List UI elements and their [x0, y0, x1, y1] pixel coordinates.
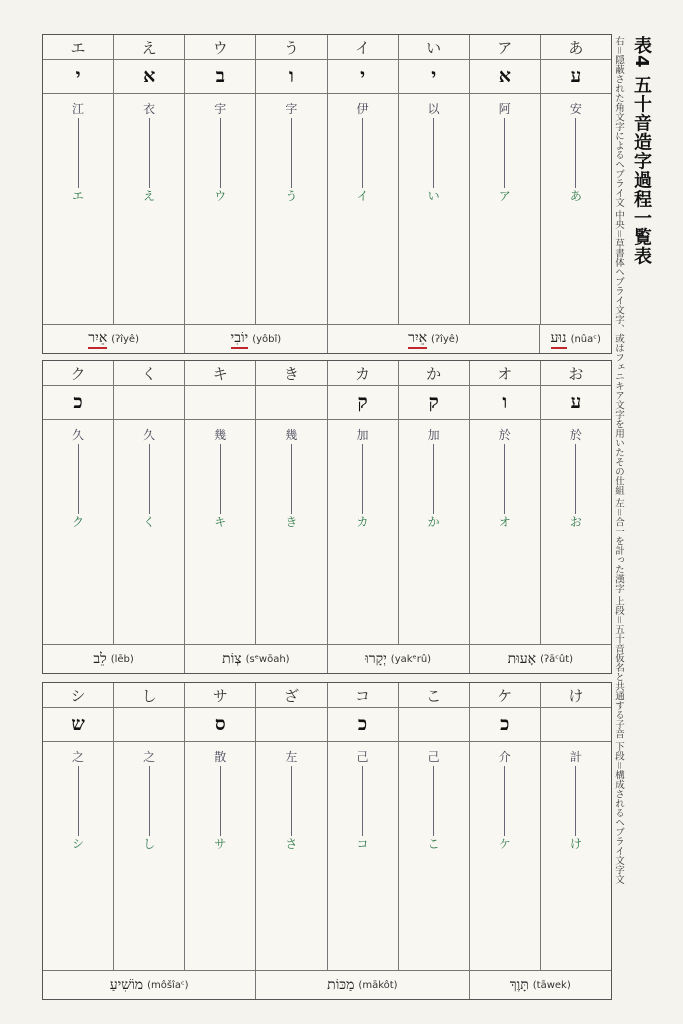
derivation-arrow: [220, 118, 221, 188]
derivation-arrow: [504, 444, 505, 514]
kanji-source: 幾: [285, 428, 298, 442]
kanji-source: 阿: [498, 102, 511, 116]
derivation-cell: [255, 93, 326, 325]
derivation-arrow: [362, 444, 363, 514]
hebrew-cell: א: [469, 59, 540, 93]
hebrew-word: צְוֹת (sᵉwōah): [184, 645, 326, 673]
derivation-arrow: [78, 444, 79, 514]
table-panel-2: [42, 360, 612, 674]
table-panel-1: [42, 34, 612, 354]
kanji-source: 之: [143, 750, 156, 764]
derivation-arrow: [220, 766, 221, 836]
derivation-cell: [43, 741, 113, 971]
kana-result: き: [285, 514, 298, 529]
hebrew-word-row: [43, 644, 611, 673]
kanji-source: 左: [285, 750, 298, 764]
kanji-source: 己: [427, 750, 440, 764]
hebrew-cell: כ: [327, 707, 398, 741]
derivation-cell: [43, 419, 113, 645]
kana-result: コ: [356, 836, 369, 851]
kanji-source: 之: [72, 750, 85, 764]
derivation-cell: [327, 419, 398, 645]
derivation-cell: [398, 419, 469, 645]
kana-result: く: [143, 514, 156, 529]
kana-result: ク: [72, 514, 85, 529]
hebrew-consonant-row: [43, 707, 611, 742]
kana-result: シ: [72, 836, 85, 851]
derivation-cell: [255, 419, 326, 645]
hebrew-cell: [540, 707, 611, 741]
kanji-source: 計: [569, 750, 582, 764]
table-panel-3: [42, 682, 612, 1000]
derivation-arrow: [78, 766, 79, 836]
hebrew-cell: כ: [73, 390, 83, 413]
hebrew-cell: י: [398, 59, 469, 93]
hebrew-cell: י: [75, 64, 81, 87]
derivation-arrow: [291, 118, 292, 188]
derivation-arrow: [362, 118, 363, 188]
derivation-cell: [540, 741, 611, 971]
hebrew-cell: [255, 707, 326, 741]
hebrew-cell: [113, 385, 184, 419]
hebrew-cell: [398, 707, 469, 741]
derivation-arrow: [149, 118, 150, 188]
derivation-arrow: [362, 766, 363, 836]
kana-cell: シ: [70, 686, 86, 705]
hebrew-consonant-row: [43, 385, 611, 420]
derivation-cell: [184, 419, 255, 645]
kana-cell: ざ: [255, 683, 326, 707]
kana-result: ウ: [214, 188, 227, 203]
hebrew-cell: ק: [398, 385, 469, 419]
kanji-source: 幾: [214, 428, 227, 442]
kanji-source: 於: [569, 428, 582, 442]
hebrew-cell: א: [113, 59, 184, 93]
legend-notes: 右＝隠蔽された角文字によるヘブライ文 中央＝草書体ヘブライ文字、或はフェニキア文字を用いたその仕組 左＝合一を計った漢字 上段＝五十音仮名と共通する子音 下段＝構成されるヘブライ文字文: [613, 36, 624, 885]
kanji-source: 久: [72, 428, 85, 442]
derivation-cell: [184, 93, 255, 325]
derivation-arrow: [575, 766, 576, 836]
hebrew-word: יְקָרוּ (yakᵉrû): [327, 645, 469, 673]
derivation-row: [43, 741, 611, 971]
derivation-cell: [113, 93, 184, 325]
hebrew-cell: ק: [327, 385, 398, 419]
kana-cell: か: [398, 361, 469, 385]
hebrew-cell: ש: [71, 712, 85, 735]
derivation-cell: [184, 741, 255, 971]
kanji-source: 安: [569, 102, 582, 116]
hebrew-word: מַכּוֹת (mākôt): [255, 971, 468, 999]
hebrew-word-row: [43, 324, 611, 353]
kanji-source: 以: [427, 102, 440, 116]
derivation-cell: [327, 741, 398, 971]
kana-result: あ: [569, 188, 582, 203]
derivation-cell: [43, 93, 113, 325]
derivation-arrow: [504, 118, 505, 188]
kana-cell: あ: [540, 35, 611, 59]
hebrew-word: נוּע (nûaᶜ): [539, 325, 611, 353]
derivation-arrow: [220, 444, 221, 514]
derivation-arrow: [149, 444, 150, 514]
kanji-source: 加: [356, 428, 369, 442]
derivation-cell: [540, 419, 611, 645]
kana-cell: サ: [184, 683, 255, 707]
kana-cell: く: [113, 361, 184, 385]
kana-row: [43, 35, 611, 60]
derivation-row: [43, 419, 611, 645]
kana-cell: オ: [469, 361, 540, 385]
kana-result: サ: [214, 836, 227, 851]
kana-cell: キ: [184, 361, 255, 385]
kana-result: カ: [356, 514, 369, 529]
kana-cell: エ: [70, 38, 86, 57]
kana-cell: カ: [327, 361, 398, 385]
hebrew-word: לֵב (lēb): [93, 650, 134, 667]
derivation-arrow: [149, 766, 150, 836]
derivation-arrow: [575, 444, 576, 514]
derivation-arrow: [78, 118, 79, 188]
hebrew-cell: [113, 707, 184, 741]
derivation-cell: [327, 93, 398, 325]
hebrew-cell: ו: [469, 385, 540, 419]
kana-result: さ: [285, 836, 298, 851]
hebrew-cell: ב: [184, 59, 255, 93]
kana-row: [43, 683, 611, 708]
hebrew-word-row: [43, 970, 611, 999]
kana-cell: イ: [327, 35, 398, 59]
derivation-cell: [469, 93, 540, 325]
kanji-source: 久: [143, 428, 156, 442]
hebrew-consonant-row: [43, 59, 611, 94]
kana-result: オ: [498, 514, 511, 529]
derivation-cell: [398, 741, 469, 971]
kanji-source: 伊: [356, 102, 369, 116]
side-caption: [614, 36, 654, 884]
kana-result: ケ: [498, 836, 511, 851]
kana-result: こ: [427, 836, 440, 851]
derivation-arrow: [433, 766, 434, 836]
hebrew-word: אֵיִר (ʔîyê): [327, 325, 540, 353]
kana-result: い: [427, 188, 440, 203]
kana-result: イ: [356, 188, 369, 203]
kanji-source: 衣: [143, 102, 156, 116]
derivation-cell: [469, 419, 540, 645]
derivation-row: [43, 93, 611, 325]
kana-result: け: [569, 836, 582, 851]
kana-cell: ケ: [469, 683, 540, 707]
hebrew-cell: י: [327, 59, 398, 93]
kana-row: [43, 361, 611, 386]
kana-cell: ウ: [184, 35, 255, 59]
kana-cell: ク: [70, 364, 86, 383]
hebrew-cell: כ: [469, 707, 540, 741]
kanji-source: 加: [427, 428, 440, 442]
kana-result: か: [427, 514, 440, 529]
hebrew-cell: [255, 385, 326, 419]
derivation-arrow: [291, 444, 292, 514]
hebrew-cell: ע: [540, 59, 611, 93]
kana-result: ア: [498, 188, 511, 203]
kana-cell: い: [398, 35, 469, 59]
kana-cell: お: [540, 361, 611, 385]
kanji-source: 江: [72, 102, 85, 116]
kana-cell: き: [255, 361, 326, 385]
kana-cell: ア: [469, 35, 540, 59]
hebrew-word: אֵיִר (ʔîyê): [43, 325, 184, 353]
kana-cell: し: [113, 683, 184, 707]
derivation-arrow: [504, 766, 505, 836]
hebrew-word: תָּוֶךְ (tāwek): [469, 971, 612, 999]
hebrew-word: יוֹבִי (yôbî): [184, 325, 326, 353]
kana-result: お: [569, 514, 582, 529]
derivation-arrow: [575, 118, 576, 188]
kana-result: キ: [214, 514, 227, 529]
kana-cell: け: [540, 683, 611, 707]
kanji-source: 介: [498, 750, 511, 764]
table-title: 表4 五十音造字過程一覧表: [631, 36, 652, 266]
derivation-cell: [540, 93, 611, 325]
derivation-cell: [113, 419, 184, 645]
kana-result: し: [143, 836, 156, 851]
derivation-cell: [469, 741, 540, 971]
derivation-cell: [398, 93, 469, 325]
derivation-arrow: [433, 444, 434, 514]
kana-result: エ: [72, 188, 85, 203]
kanji-source: 字: [285, 102, 298, 116]
hebrew-word: אָעוּת (ʔāᶜût): [469, 645, 611, 673]
hebrew-word: מוֹשִׁיעַ (môšîaᶜ): [109, 976, 189, 993]
kana-cell: え: [113, 35, 184, 59]
hebrew-cell: ס: [184, 707, 255, 741]
derivation-arrow: [291, 766, 292, 836]
kanji-source: 散: [214, 750, 227, 764]
kana-cell: こ: [398, 683, 469, 707]
hebrew-cell: [184, 385, 255, 419]
hebrew-cell: ע: [540, 385, 611, 419]
kanji-source: 於: [498, 428, 511, 442]
kana-result: え: [143, 188, 156, 203]
kanji-source: 己: [356, 750, 369, 764]
derivation-cell: [255, 741, 326, 971]
derivation-arrow: [433, 118, 434, 188]
hebrew-cell: ו: [255, 59, 326, 93]
kana-cell: う: [255, 35, 326, 59]
kana-result: う: [285, 188, 298, 203]
derivation-cell: [113, 741, 184, 971]
kana-cell: コ: [327, 683, 398, 707]
kanji-source: 宇: [214, 102, 227, 116]
